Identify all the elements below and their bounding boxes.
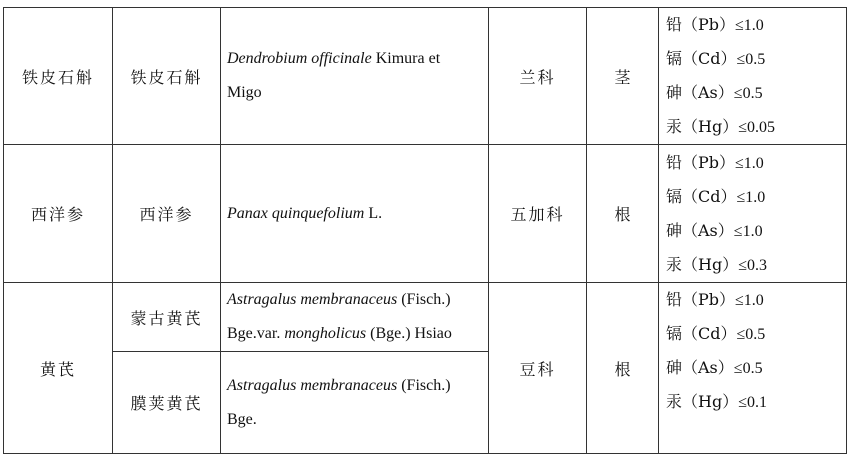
limit-line [666, 317, 846, 351]
limit-element: 汞（Hg） [666, 392, 739, 411]
herb-name: 铁皮石斛 [4, 8, 113, 145]
scientific-name-italic: Astragalus membranaceus [227, 376, 398, 394]
limit-value: ≤1.0 [735, 154, 764, 172]
scientific-name-italic: Dendrobium officinale [227, 50, 372, 67]
herb-name: 黄芪 [4, 283, 113, 454]
plant-part: 茎 [587, 8, 659, 145]
limit-element: 铅（Pb） [666, 15, 736, 34]
limit-value: ≤0.3 [738, 256, 767, 274]
limit-line [666, 146, 846, 180]
scientific-name [221, 283, 489, 352]
limit-element: 铅（Pb） [666, 152, 736, 172]
herb-variety: 膜荚黄芪 [113, 352, 221, 454]
plant-family: 兰科 [489, 8, 587, 145]
limit-element: 砷（As） [666, 358, 734, 377]
limit-element: 汞（Hg） [666, 117, 739, 136]
scientific-name [221, 8, 489, 145]
plant-family: 豆科 [489, 283, 587, 454]
limit-line [666, 180, 846, 214]
limit-value: ≤0.1 [738, 394, 767, 411]
limit-line [666, 248, 846, 282]
limit-element: 汞（Hg） [666, 254, 739, 274]
limit-line [666, 351, 846, 385]
limit-line [666, 214, 846, 248]
table-row [4, 283, 847, 352]
scientific-name-author: L. [364, 204, 383, 222]
limit-element: 铅（Pb） [666, 290, 736, 309]
scientific-name-author: (Fisch.) Bge.var. [227, 291, 451, 342]
heavy-metal-limits [659, 283, 847, 454]
scientific-name-author: (Bge.) Hsiao [366, 325, 452, 342]
herb-variety: 西洋参 [113, 145, 221, 283]
herb-variety: 蒙古黄芪 [113, 283, 221, 352]
table-row [4, 8, 847, 145]
scientific-name-italic: Panax quinquefolium [227, 204, 365, 222]
limit-line [666, 385, 846, 419]
limit-value: ≤0.5 [733, 360, 763, 377]
scientific-name-variety-italic: mongholicus [284, 325, 367, 342]
limit-line [666, 283, 846, 317]
heavy-metal-limits [659, 8, 847, 145]
limit-element: 砷（As） [666, 83, 734, 102]
scientific-name-author: Kimura et Migo [227, 50, 441, 101]
scientific-name [221, 145, 489, 283]
plant-part: 根 [587, 283, 659, 454]
limit-value: ≤1.0 [736, 188, 766, 206]
limit-line [666, 42, 846, 76]
limit-value: ≤0.5 [736, 326, 766, 343]
plant-part: 根 [587, 145, 659, 283]
limit-value: ≤1.0 [735, 17, 764, 34]
limit-element: 镉（Cd） [666, 324, 737, 343]
limit-element: 镉（Cd） [666, 49, 737, 68]
limit-element: 镉（Cd） [666, 186, 737, 206]
scientific-name [221, 352, 489, 454]
scientific-name-author: (Fisch.) Bge. [227, 376, 451, 428]
limit-value: ≤1.0 [735, 292, 764, 309]
limit-value: ≤0.5 [733, 85, 763, 102]
limit-line [666, 8, 846, 42]
herb-limits-table [3, 7, 847, 454]
scientific-name-italic: Astragalus membranaceus [227, 291, 398, 308]
limit-element: 砷（As） [666, 220, 734, 240]
limit-value: ≤0.5 [736, 51, 766, 68]
limit-line [666, 76, 846, 110]
plant-family: 五加科 [489, 145, 587, 283]
limit-value: ≤0.05 [738, 119, 775, 136]
limit-value: ≤1.0 [733, 222, 763, 240]
limit-line [666, 110, 846, 144]
herb-variety: 铁皮石斛 [113, 8, 221, 145]
herb-name: 西洋参 [4, 145, 113, 283]
table-row [4, 145, 847, 283]
heavy-metal-limits [659, 145, 847, 283]
